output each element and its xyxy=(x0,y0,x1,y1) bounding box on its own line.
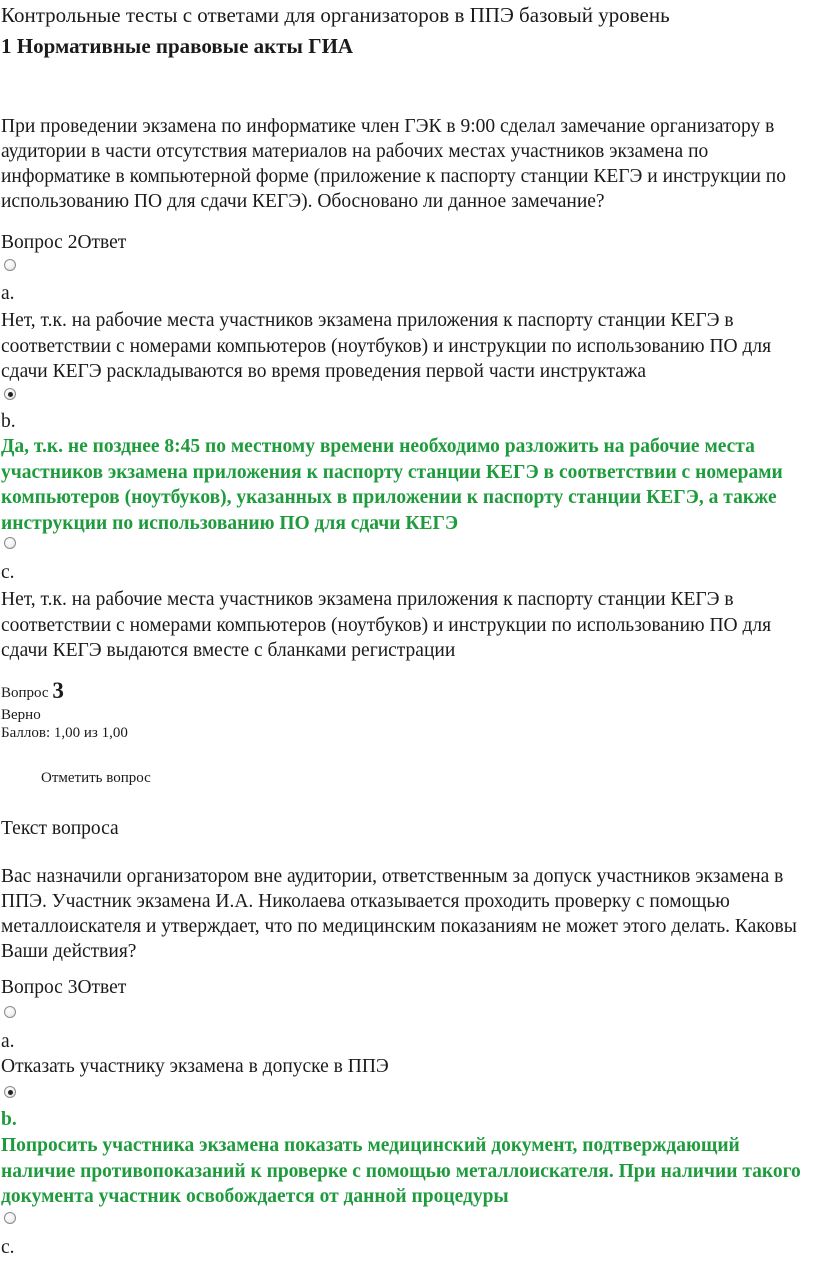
question-3-text-heading: Текст вопроса xyxy=(1,818,119,839)
q3-option-a-radio[interactable] xyxy=(4,1006,16,1018)
q2-option-c-text[interactable]: Нет, т.к. на рабочие места участников экзамена приложения к паспорту станции КЕГЭ в соответствии с номерами компьютеров (ноутбуков) и инструкции по использованию ПО для сдачи КЕГЭ выдаются вместе с бланками регистрации xyxy=(1,589,772,661)
q3-option-b-radio[interactable] xyxy=(4,1086,16,1098)
section-heading: 1 Нормативные правовые акты ГИА xyxy=(1,34,354,58)
q2-option-b-text-correct[interactable]: Да, т.к. не позднее 8:45 по местному времени необходимо разложить на рабочие места участников экзамена приложения к паспорту станции КЕГЭ в соответствии с номерами компьютеров (ноутбуков), указанных в приложении к паспорту станции КЕГЭ, а также инструкции по использованию ПО для сдачи КЕГЭ xyxy=(1,436,783,534)
document-title: Контрольные тесты с ответами для организаторов в ППЭ базовый уровень xyxy=(1,3,670,27)
q2-option-a-letter: a. xyxy=(1,283,15,304)
q3-option-b-text-correct[interactable]: Попросить участника экзамена показать медицинский документ, подтверждающий наличие противопоказаний к проверке с помощью металлоискателя. При наличии такого документа участник освобождается от данной процедуры xyxy=(1,1135,801,1207)
question-3-prefix: Вопрос xyxy=(1,685,53,701)
q2-option-b-radio[interactable] xyxy=(4,388,16,400)
q2-option-a-radio[interactable] xyxy=(4,259,16,271)
question-3-score: Баллов: 1,00 из 1,00 xyxy=(1,725,128,741)
question-2-answer-label: Вопрос 2Ответ xyxy=(1,232,127,253)
question-3-answer-label: Вопрос 3Ответ xyxy=(1,977,127,998)
q3-option-c-letter: c. xyxy=(1,1237,15,1258)
q2-option-c-radio[interactable] xyxy=(4,537,16,549)
q3-option-b-letter: b. xyxy=(1,1109,17,1130)
q2-option-b-letter: b. xyxy=(1,411,16,432)
q2-option-c-letter: c. xyxy=(1,562,15,583)
question-2-text: При проведении экзамена по информатике член ГЭК в 9:00 сделал замечание организатору в аудитории в части отсутствия материалов на рабочих местах участников экзамена по информатике в компьютерной форме (приложение к паспорту станции КЕГЭ и инструкции по использованию ПО для сдачи КЕГЭ). Обосновано ли данное замечание? xyxy=(1,116,786,212)
question-3-status: Верно xyxy=(1,707,41,723)
question-3-text: Вас назначили организатором вне аудитории, ответственным за допуск участников экзамена в ППЭ. Участник экзамена И.А. Николаева отказывается проходить проверку с помощью металлоискателя и утверждает, что по медицинским показаниям не может этого делать. Каковы Ваши действия? xyxy=(1,866,797,962)
q3-option-c-radio[interactable] xyxy=(4,1212,16,1224)
q3-option-a-text[interactable]: Отказать участнику экзамена в допуске в ППЭ xyxy=(1,1056,389,1077)
question-3-number: 3 xyxy=(52,678,64,703)
q2-option-a-text[interactable]: Нет, т.к. на рабочие места участников экзамена приложения к паспорту станции КЕГЭ в соответствии с номерами компьютеров (ноутбуков) и инструкции по использованию ПО для сдачи КЕГЭ раскладываются во время проведения первой части инструктажа xyxy=(1,310,772,382)
q3-option-a-letter: a. xyxy=(1,1031,15,1052)
question-3-header xyxy=(1,678,64,703)
flag-question-link[interactable]: Отметить вопрос xyxy=(41,770,151,786)
